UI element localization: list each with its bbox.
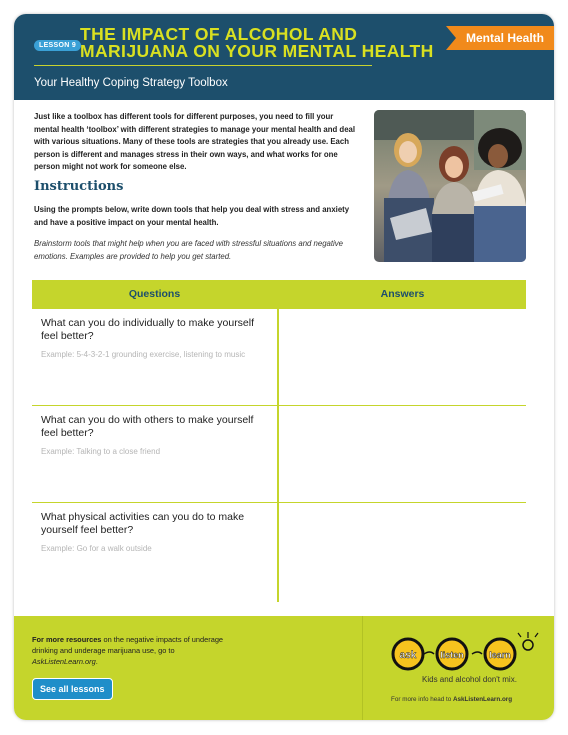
answer-field[interactable] xyxy=(279,503,526,602)
table-row xyxy=(41,317,271,361)
table-row xyxy=(41,511,271,555)
question-text: What physical activities can you do to make yourself feel better? xyxy=(41,511,245,536)
brainstorm-text: Brainstorm tools that might help when you are faced with stressful situations and negative emotions. Examples are provided to help you get started. xyxy=(34,239,344,261)
coping-strategy-table xyxy=(32,280,526,602)
example-text: Example: 5-4-3-2-1 grounding exercise, listening to music xyxy=(41,350,246,359)
answer-field[interactable] xyxy=(279,309,526,405)
title-underline xyxy=(34,65,372,66)
answer-field[interactable] xyxy=(279,406,526,502)
logo-learn-text: learn xyxy=(489,650,511,660)
footer-band xyxy=(14,616,554,720)
lesson-badge: LESSON 9 xyxy=(34,40,81,51)
more-info-text: For more info head to AskListenLearn.org xyxy=(391,696,513,703)
students-photo xyxy=(374,110,526,262)
worksheet-page xyxy=(14,14,554,720)
more-info-link[interactable]: AskListenLearn.org xyxy=(452,696,513,703)
questions-column-header: Questions xyxy=(32,280,277,309)
example-text: Example: Talking to a close friend xyxy=(41,447,161,456)
resources-text: For more resources on the negative impacts of underage drinking and underage marijuana use, go to AskListenLearn.org. xyxy=(32,635,224,666)
question-text: What can you do with others to make yourself feel better? xyxy=(41,414,254,439)
logo-tagline: Kids and alcohol don't mix. xyxy=(422,675,517,684)
resources-link[interactable]: AskListenLearn.org xyxy=(32,657,96,666)
intro-paragraph: Just like a toolbox has different tools for different purposes, you need to fill your mental health ‘toolbox’ with different strategies to manage your mental health and deal with various situations. Many of these tools are strategies that you already use. Each person is different and manages stress in their own ways, and what works for one person might not work for someone else. xyxy=(34,112,356,171)
table-row xyxy=(41,414,271,458)
page-title: THE IMPACT OF ALCOHOL AND MARIJUANA ON YOUR MENTAL HEALTH xyxy=(80,24,434,61)
mental-health-tag: Mental Health xyxy=(456,26,554,50)
question-text: What can you do individually to make yourself feel better? xyxy=(41,317,255,342)
logo-listen-text: listen xyxy=(440,650,464,660)
header-banner xyxy=(14,14,554,100)
page-subtitle: Your Healthy Coping Strategy Toolbox xyxy=(34,77,228,89)
instructions-text: Using the prompts below, write down tools that help you deal with stress and anxiety and have a positive impact on your mental health. xyxy=(34,205,350,227)
instructions-heading: Instructions xyxy=(34,179,124,194)
answers-column-header: Answers xyxy=(279,280,526,309)
example-text: Example: Go for a walk outside xyxy=(41,544,152,553)
footer-divider xyxy=(362,616,363,720)
logo-ask-text: ask xyxy=(399,650,417,661)
see-all-lessons-button[interactable]: See all lessons xyxy=(32,678,113,700)
